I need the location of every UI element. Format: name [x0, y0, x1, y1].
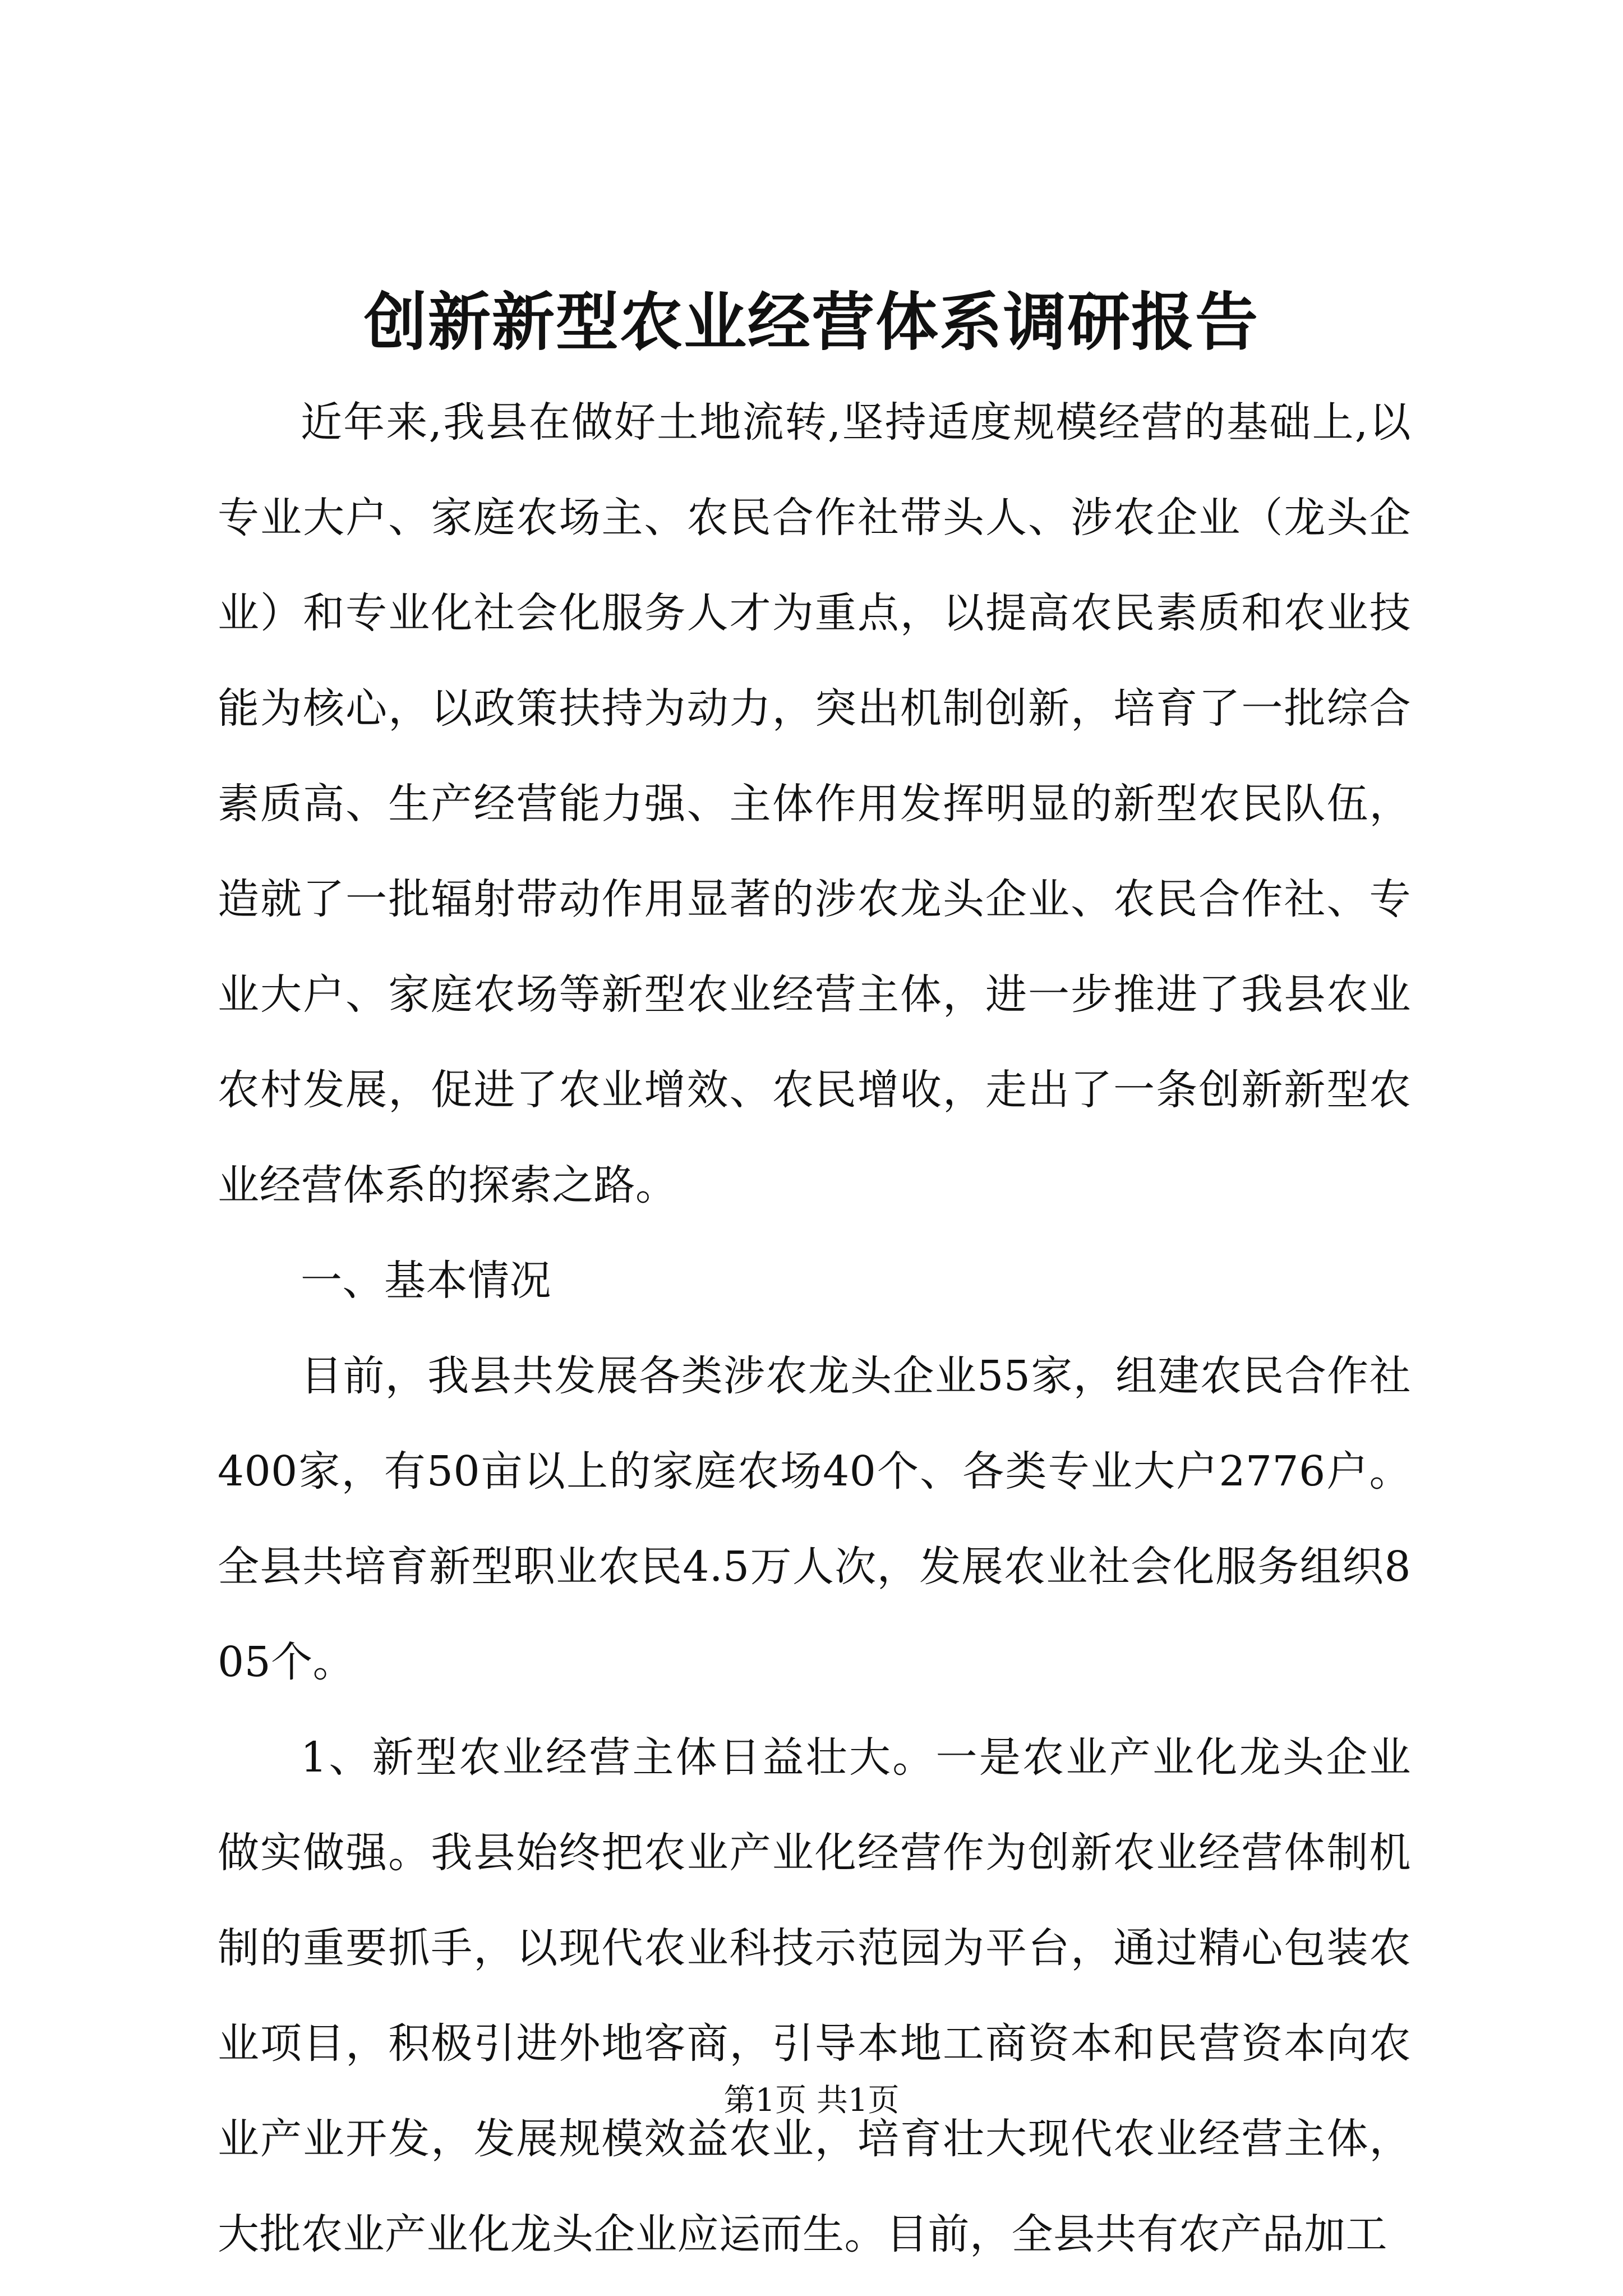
page-number-footer: 第1页 共1页 — [723, 2082, 900, 2119]
intro-paragraph: 近年来,我县在做好土地流转,坚持适度规模经营的基础上,以专业大户、家庭农场主、农民合作社带头人、涉农企业（龙头企业）和专业化社会化服务人才为重点，以提高农民素质和农业技能为核心，以政策扶持为动力，突出机制创新，培育了一批综合素质高、生产经营能力强、主体作用发挥明显的新型农民队伍，造就了一批辐射带动作用显著的涉农龙头企业、农民合作社、专业大户、家庭农场等新型农业经营主体，进一步推进了我县农业农村发展，促进了农业增效、农民增收，走出了一条创新新型农业经营体系的探索之路。 — [218, 398, 1411, 1209]
statistics-paragraph: 目前，我县共发展各类涉农龙头企业55家，组建农民合作社400家，有50亩以上的家庭农场40个、各类专业大户2776户。全县共培育新型职业农民4.5万人次，发展农业社会化服务组织805个。 — [218, 1352, 1411, 1686]
section-heading-basic-situation: 一、基本情况 — [301, 1257, 551, 1305]
point-1-paragraph: 1、新型农业经营主体日益壮大。一是农业产业化龙头企业做实做强。我县始终把农业产业化经营作为创新农业经营体制机制的重要抓手，以现代农业科技示范园为平台，通过精心包装农业项目，积极引进外地客商，引导本地工商资本和民营资本向农业产业开发，发展规模效益农业，培育壮大现代农业经营主体，大批农业产业化龙头企业应运而生。目前，全县共有农产品加工 — [218, 1733, 1411, 2258]
document-title: 创新新型农业经营体系调研报告 — [364, 286, 1259, 359]
document-body — [218, 375, 1411, 2282]
